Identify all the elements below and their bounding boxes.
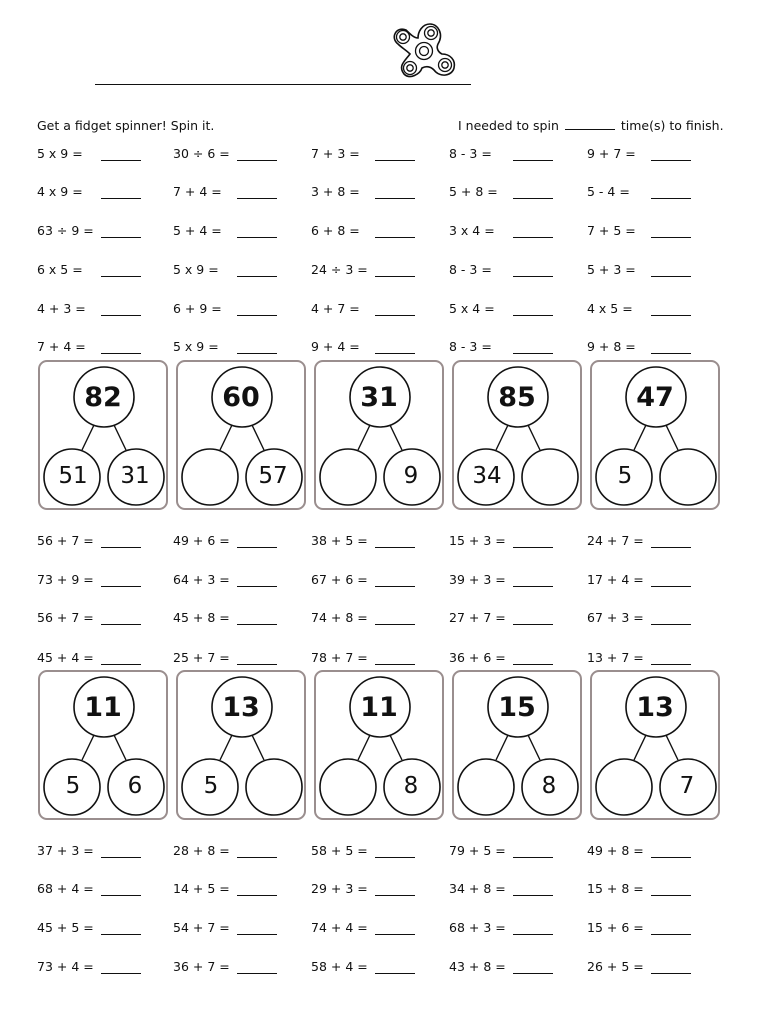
bond-connector-right [666,425,678,450]
name-line[interactable] [95,84,471,85]
answer-blank[interactable] [651,186,691,199]
bond-connector-right [252,735,264,760]
problem-equation: 9 + 8 = [587,339,636,354]
problem-equation: 56 + 7 = [37,610,94,625]
math-problem [587,959,691,974]
problem-equation: 67 + 3 = [587,610,644,625]
math-problem [311,223,415,238]
problem-equation: 8 - 3 = [449,339,492,354]
bond-connector-right [114,735,126,760]
bond-whole-value: 60 [222,382,260,413]
answer-blank[interactable] [651,341,691,354]
math-problem [587,223,691,238]
answer-blank[interactable] [375,535,415,548]
answer-blank[interactable] [237,883,277,896]
math-problem [311,920,415,935]
math-problem [449,650,553,665]
problem-equation: 5 + 8 = [449,184,498,199]
answer-blank[interactable] [375,574,415,587]
math-problem [311,533,415,548]
problem-equation: 67 + 6 = [311,572,368,587]
answer-blank[interactable] [651,652,691,665]
problem-equation: 58 + 4 = [311,959,368,974]
problem-equation: 36 + 6 = [449,650,506,665]
math-problem [587,301,691,316]
problem-equation: 7 + 4 = [173,184,222,199]
bond-whole-value: 85 [498,382,536,413]
problem-equation: 45 + 5 = [37,920,94,935]
number-bond-box [314,360,444,510]
answer-blank[interactable] [651,574,691,587]
answer-blank[interactable] [237,186,277,199]
problem-equation: 7 + 5 = [587,223,636,238]
answer-blank[interactable] [513,652,553,665]
bond-connector-left [496,735,508,760]
bond-whole-value: 11 [84,692,122,723]
bond-connector-right [390,735,402,760]
math-problem [311,339,415,354]
bond-connector-left [82,735,94,760]
answer-blank[interactable] [237,264,277,277]
math-problem [449,533,553,548]
bond-part-right-value[interactable]: 8 [403,773,419,799]
answer-blank[interactable] [651,612,691,625]
math-problem [311,572,415,587]
math-problem [173,843,277,858]
number-bond-box [452,360,582,510]
bond-part-right-value[interactable]: 8 [541,773,557,799]
problem-equation: 6 + 9 = [173,301,222,316]
bond-whole-value: 15 [498,692,536,723]
math-problem [587,610,691,625]
answer-blank[interactable] [101,574,141,587]
math-problem [173,339,277,354]
problem-equation: 43 + 8 = [449,959,506,974]
spin-count-text [458,118,724,133]
bond-part-left-circle [596,759,652,815]
math-problem [37,572,141,587]
problem-row [0,959,768,979]
problem-row [0,920,768,940]
problem-equation: 63 ÷ 9 = [37,223,94,238]
number-bond-box [452,670,582,820]
math-problem [37,533,141,548]
bond-connector-left [358,735,370,760]
bond-connector-right [390,425,402,450]
answer-blank[interactable] [237,574,277,587]
answer-blank[interactable] [375,148,415,161]
problem-equation: 5 x 9 = [173,339,219,354]
bond-part-left-circle [320,759,376,815]
bond-part-left-value[interactable]: 5 [65,773,81,799]
number-bond-box [590,360,720,510]
math-problem [173,650,277,665]
bond-connector-left [634,425,646,450]
bond-part-right-value[interactable]: 6 [127,773,143,799]
answer-blank[interactable] [513,845,553,858]
answer-blank[interactable] [237,612,277,625]
answer-blank[interactable] [375,961,415,974]
answer-blank[interactable] [375,845,415,858]
bond-part-left-value[interactable]: 5 [203,773,219,799]
problem-equation: 4 + 7 = [311,301,360,316]
problem-equation: 9 + 4 = [311,339,360,354]
problem-equation: 4 x 5 = [587,301,633,316]
answer-blank[interactable] [101,303,141,316]
problem-equation: 6 + 8 = [311,223,360,238]
spin-count-label: I needed to spin [458,118,559,133]
problem-equation: 5 x 4 = [449,301,495,316]
math-problem [449,881,553,896]
bond-whole-value: 31 [360,382,398,413]
answer-blank[interactable] [651,961,691,974]
math-problem [449,301,553,316]
problem-equation: 49 + 8 = [587,843,644,858]
answer-blank[interactable] [237,341,277,354]
answer-blank[interactable] [101,612,141,625]
math-problem [173,262,277,277]
math-problem [311,146,415,161]
bond-part-left-circle [458,759,514,815]
problem-equation: 14 + 5 = [173,881,230,896]
problem-equation: 58 + 5 = [311,843,368,858]
problem-equation: 27 + 7 = [449,610,506,625]
math-problem [449,223,553,238]
problem-row [0,262,768,282]
math-problem [37,262,141,277]
math-problem [37,223,141,238]
answer-blank[interactable] [513,612,553,625]
bond-connector-left [496,425,508,450]
problem-equation: 39 + 3 = [449,572,506,587]
answer-blank[interactable] [651,225,691,238]
bond-whole-value: 47 [636,382,674,413]
problem-equation: 3 + 8 = [311,184,360,199]
answer-blank[interactable] [513,574,553,587]
bond-part-right-circle [660,449,716,505]
math-problem [311,262,415,277]
math-problem [449,610,553,625]
answer-blank[interactable] [375,186,415,199]
bond-part-right-value[interactable]: 57 [258,463,288,489]
problem-equation: 37 + 3 = [37,843,94,858]
math-problem [37,881,141,896]
math-problem [37,650,141,665]
problem-row [0,843,768,863]
answer-blank[interactable] [513,341,553,354]
bond-connector-left [634,735,646,760]
bond-part-right-circle [522,449,578,505]
answer-blank[interactable] [513,148,553,161]
answer-blank[interactable] [651,148,691,161]
problem-equation: 5 + 3 = [587,262,636,277]
bond-whole-value: 82 [84,382,122,413]
math-problem [173,184,277,199]
problem-equation: 29 + 3 = [311,881,368,896]
math-problem [311,301,415,316]
math-problem [587,650,691,665]
problem-equation: 5 x 9 = [37,146,83,161]
problem-equation: 9 + 7 = [587,146,636,161]
answer-blank[interactable] [237,303,277,316]
math-problem [173,301,277,316]
problem-row [0,339,768,359]
problem-equation: 15 + 3 = [449,533,506,548]
bond-connector-right [528,735,540,760]
problem-equation: 56 + 7 = [37,533,94,548]
problem-row [0,610,768,630]
problem-row [0,650,768,670]
answer-blank[interactable] [237,922,277,935]
math-problem [449,843,553,858]
problem-equation: 78 + 7 = [311,650,368,665]
bond-whole-value: 13 [222,692,260,723]
answer-blank[interactable] [375,225,415,238]
problem-equation: 8 - 3 = [449,146,492,161]
math-problem [37,843,141,858]
math-problem [449,184,553,199]
problem-equation: 6 x 5 = [37,262,83,277]
answer-blank[interactable] [101,652,141,665]
spin-count-blank[interactable] [565,119,615,130]
answer-blank[interactable] [513,264,553,277]
problem-equation: 73 + 4 = [37,959,94,974]
spin-count-suffix: time(s) to finish. [620,118,724,133]
problem-equation: 7 + 4 = [37,339,86,354]
bond-part-right-value[interactable]: 9 [403,463,419,489]
problem-equation: 4 + 3 = [37,301,86,316]
problem-equation: 7 + 3 = [311,146,360,161]
math-problem [37,146,141,161]
math-problem [37,959,141,974]
problem-equation: 24 + 7 = [587,533,644,548]
math-problem [173,920,277,935]
bond-connector-right [252,425,264,450]
answer-blank[interactable] [237,535,277,548]
answer-blank[interactable] [375,264,415,277]
answer-blank[interactable] [101,535,141,548]
bond-part-right-circle [246,759,302,815]
problem-equation: 68 + 4 = [37,881,94,896]
answer-blank[interactable] [375,652,415,665]
problem-equation: 64 + 3 = [173,572,230,587]
answer-blank[interactable] [237,845,277,858]
answer-blank[interactable] [101,186,141,199]
answer-blank[interactable] [651,845,691,858]
problem-equation: 30 ÷ 6 = [173,146,230,161]
fidget-spinner-icon [386,18,462,84]
math-problem [587,184,691,199]
problem-equation: 5 x 9 = [173,262,219,277]
answer-blank[interactable] [237,961,277,974]
problem-equation: 38 + 5 = [311,533,368,548]
math-problem [587,533,691,548]
bond-part-left-circle [320,449,376,505]
answer-blank[interactable] [101,883,141,896]
bond-whole-value: 13 [636,692,674,723]
answer-blank[interactable] [375,341,415,354]
answer-blank[interactable] [375,922,415,935]
math-problem [449,959,553,974]
problem-equation: 68 + 3 = [449,920,506,935]
problem-equation: 34 + 8 = [449,881,506,896]
math-problem [173,533,277,548]
problem-equation: 25 + 7 = [173,650,230,665]
math-problem [587,262,691,277]
bond-connector-right [528,425,540,450]
problem-equation: 15 + 6 = [587,920,644,935]
math-problem [311,650,415,665]
answer-blank[interactable] [237,652,277,665]
problem-row [0,572,768,592]
math-problem [311,184,415,199]
math-problem [449,572,553,587]
problem-equation: 36 + 7 = [173,959,230,974]
math-problem [37,339,141,354]
bond-connector-right [666,735,678,760]
math-problem [449,262,553,277]
math-problem [37,301,141,316]
number-bond-box [590,670,720,820]
bond-whole-value: 11 [360,692,398,723]
bond-part-right-value[interactable]: 31 [120,463,150,489]
math-problem [311,959,415,974]
problem-equation: 49 + 6 = [173,533,230,548]
problem-row [0,533,768,553]
answer-blank[interactable] [101,961,141,974]
math-problem [449,920,553,935]
problem-equation: 74 + 4 = [311,920,368,935]
bond-part-right-value[interactable]: 7 [679,773,695,799]
problem-equation: 54 + 7 = [173,920,230,935]
answer-blank[interactable] [101,264,141,277]
number-bond-row-2 [0,670,768,822]
math-problem [311,610,415,625]
problem-equation: 3 x 4 = [449,223,495,238]
problem-row [0,184,768,204]
math-problem [37,184,141,199]
math-problem [449,339,553,354]
answer-blank[interactable] [101,225,141,238]
answer-blank[interactable] [375,303,415,316]
answer-blank[interactable] [101,922,141,935]
problem-equation: 74 + 8 = [311,610,368,625]
problem-equation: 45 + 8 = [173,610,230,625]
answer-blank[interactable] [101,845,141,858]
problem-equation: 5 + 4 = [173,223,222,238]
math-problem [37,920,141,935]
answer-blank[interactable] [375,612,415,625]
answer-blank[interactable] [101,341,141,354]
problem-row [0,301,768,321]
answer-blank[interactable] [513,922,553,935]
answer-blank[interactable] [651,535,691,548]
answer-blank[interactable] [651,922,691,935]
problem-equation: 13 + 7 = [587,650,644,665]
answer-blank[interactable] [651,264,691,277]
math-problem [311,843,415,858]
math-problem [587,881,691,896]
problem-row [0,223,768,243]
number-bond-box [176,670,306,820]
math-problem [587,339,691,354]
math-problem [173,146,277,161]
math-problem [173,881,277,896]
math-problem [173,572,277,587]
answer-blank[interactable] [237,148,277,161]
problem-equation: 17 + 4 = [587,572,644,587]
bond-connector-left [358,425,370,450]
problem-equation: 79 + 5 = [449,843,506,858]
bond-connector-right [114,425,126,450]
bond-part-left-value[interactable]: 34 [472,463,502,489]
problem-equation: 24 ÷ 3 = [311,262,368,277]
number-bond-box [38,670,168,820]
math-problem [587,572,691,587]
number-bond-box [38,360,168,510]
answer-blank[interactable] [101,148,141,161]
answer-blank[interactable] [375,883,415,896]
math-problem [587,146,691,161]
math-problem [173,223,277,238]
math-problem [587,843,691,858]
problem-row [0,881,768,901]
problem-equation: 26 + 5 = [587,959,644,974]
number-bond-box [314,670,444,820]
math-problem [449,146,553,161]
problem-equation: 45 + 4 = [37,650,94,665]
answer-blank[interactable] [651,883,691,896]
number-bond-row-1 [0,360,768,512]
answer-blank[interactable] [237,225,277,238]
problem-equation: 73 + 9 = [37,572,94,587]
answer-blank[interactable] [513,535,553,548]
bond-part-left-value[interactable]: 51 [58,463,88,489]
answer-blank[interactable] [513,225,553,238]
math-problem [173,959,277,974]
bond-part-left-circle [182,449,238,505]
problem-equation: 4 x 9 = [37,184,83,199]
math-problem [587,920,691,935]
answer-blank[interactable] [513,883,553,896]
answer-blank[interactable] [651,303,691,316]
bond-part-left-value[interactable]: 5 [617,463,633,489]
bond-connector-left [220,425,232,450]
math-problem [173,610,277,625]
answer-blank[interactable] [513,303,553,316]
problem-equation: 28 + 8 = [173,843,230,858]
problem-equation: 8 - 3 = [449,262,492,277]
problem-equation: 5 - 4 = [587,184,630,199]
answer-blank[interactable] [513,186,553,199]
bond-connector-left [82,425,94,450]
problem-row [0,146,768,166]
bond-connector-left [220,735,232,760]
number-bond-box [176,360,306,510]
math-problem [311,881,415,896]
answer-blank[interactable] [513,961,553,974]
instruction-text: Get a fidget spinner! Spin it. [37,118,215,133]
math-problem [37,610,141,625]
problem-equation: 15 + 8 = [587,881,644,896]
